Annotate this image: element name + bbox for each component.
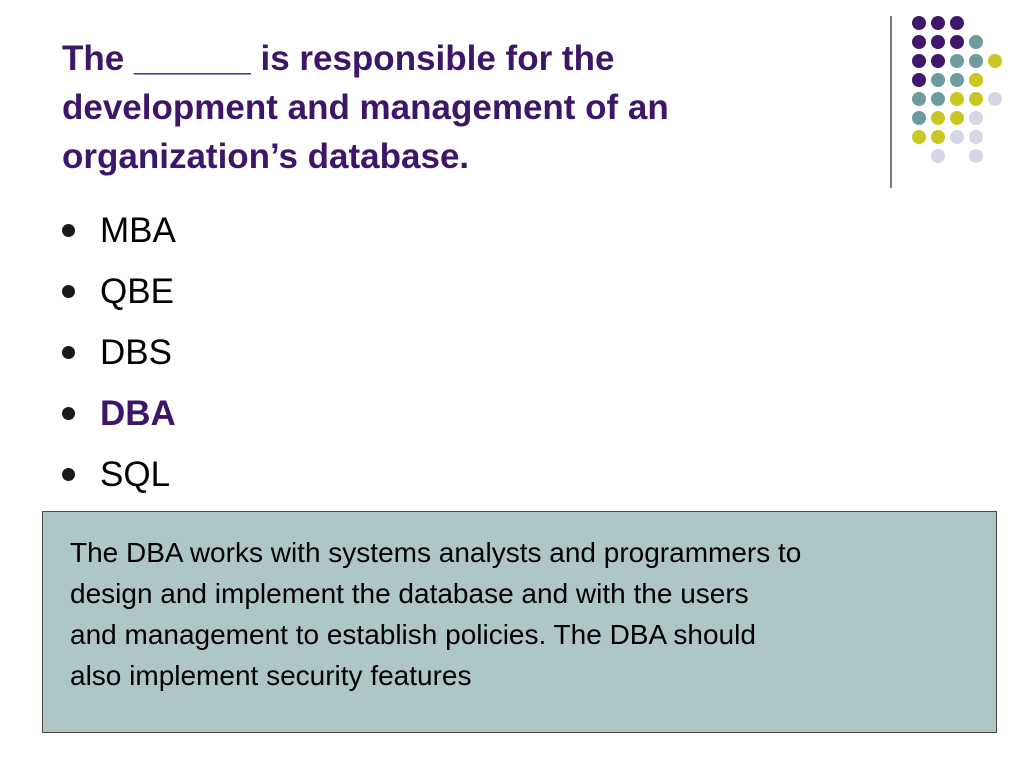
decorative-dot-icon [950,92,964,106]
decorative-dot-icon [988,92,1002,106]
option-label: SQL [100,454,171,494]
decorative-dot-icon [931,54,945,68]
decorative-dot-icon [912,16,926,30]
decorative-dot-grid [0,0,1024,200]
decorative-dot-icon [931,35,945,49]
decorative-dot-icon [950,130,964,144]
decorative-dot-icon [969,54,983,68]
bullet-icon [62,468,75,481]
option-item [62,261,176,322]
explanation-text: The DBA works with systems analysts and programmers to design and implement the database and with the users and management to establish policies. The DBA should also implement security features [70,537,802,691]
decorative-dot-icon [912,73,926,87]
option-label: DBS [100,332,172,372]
option-label: QBE [100,271,174,311]
option-item [62,383,176,444]
decorative-dot-icon [969,149,983,163]
decorative-dot-icon [969,111,983,125]
bullet-icon [62,285,75,298]
decorative-dot-icon [931,16,945,30]
decorative-dot-icon [969,130,983,144]
decorative-dot-icon [950,54,964,68]
decorative-dot-icon [931,92,945,106]
decorative-dot-icon [912,35,926,49]
decorative-dot-icon [950,73,964,87]
explanation-box [42,511,997,733]
decorative-dot-icon [912,111,926,125]
title-line: The ______ is responsible for the [62,39,615,78]
option-label: MBA [100,210,176,250]
option-item [62,200,176,261]
decorative-dot-icon [969,73,983,87]
answer-options-list [62,200,176,505]
bullet-icon [62,224,75,237]
bullet-icon [62,407,75,420]
title-line: development and management of an [62,88,669,127]
option-item [62,322,176,383]
decorative-dot-icon [950,111,964,125]
bullet-icon [62,346,75,359]
decorative-dot-icon [969,92,983,106]
decorative-dot-icon [912,92,926,106]
decorative-dot-icon [931,111,945,125]
option-label: DBA [100,393,176,433]
decorative-dot-icon [931,73,945,87]
decorative-dot-icon [931,130,945,144]
decorative-dot-icon [950,35,964,49]
decorative-dot-icon [912,54,926,68]
decorative-dot-icon [931,149,945,163]
title-line: organization’s database. [62,137,470,176]
decorative-dot-icon [912,130,926,144]
decorative-dot-icon [988,54,1002,68]
decorative-dot-icon [950,16,964,30]
option-item [62,444,176,505]
decorative-dot-icon [969,35,983,49]
